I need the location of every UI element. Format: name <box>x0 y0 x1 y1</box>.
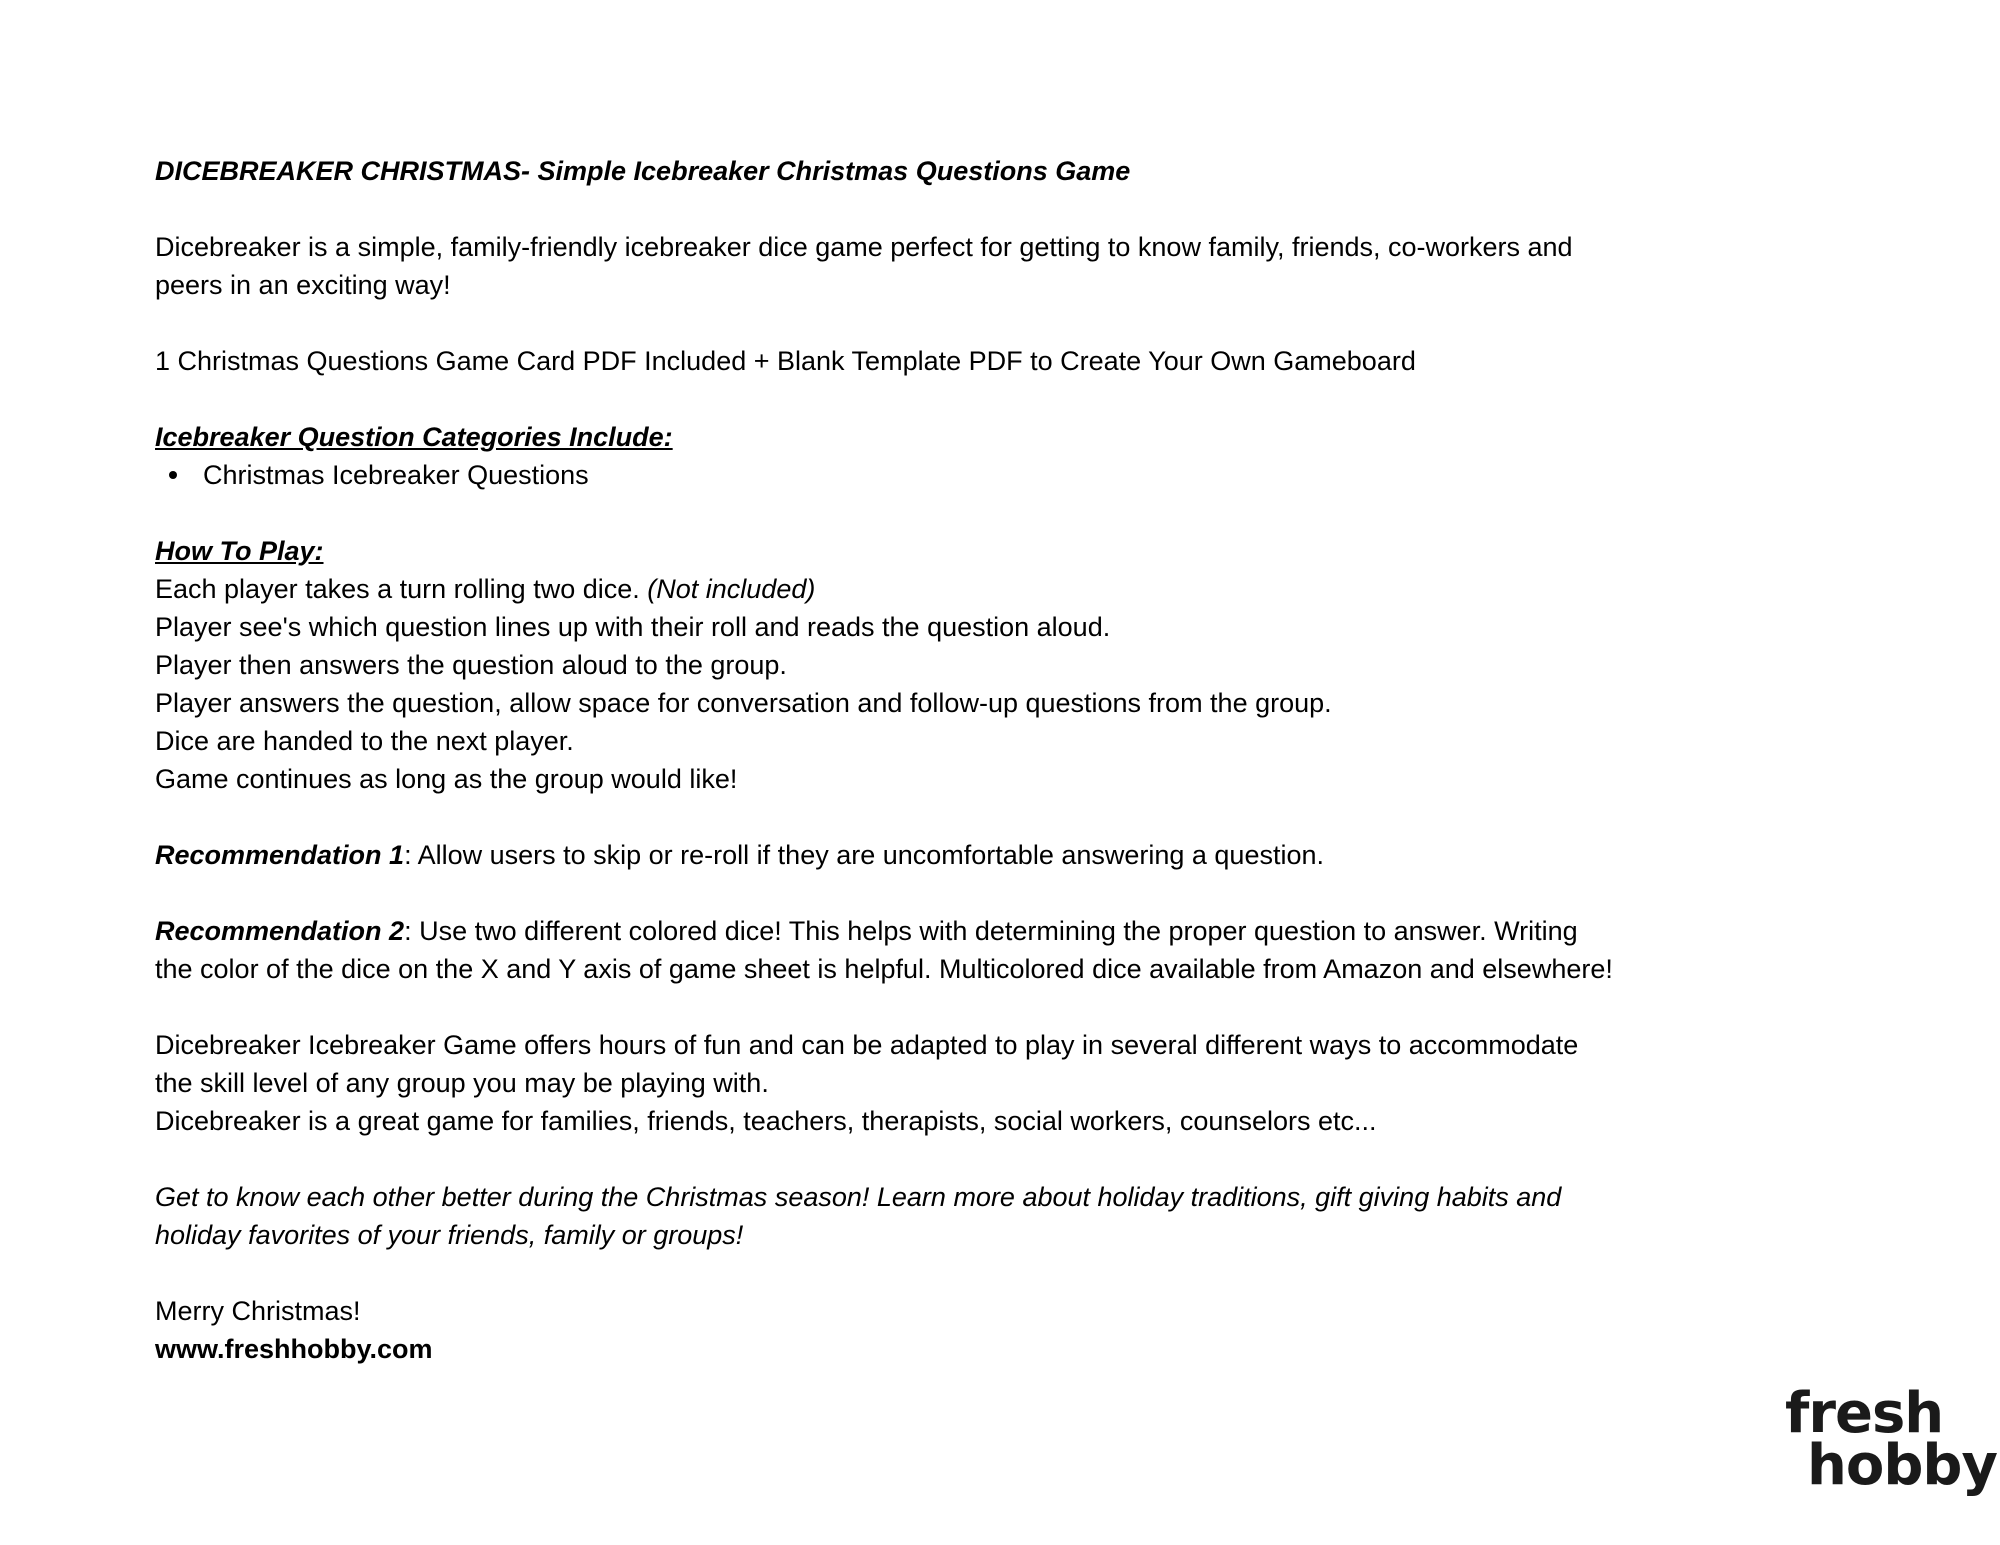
freshhobby-logo <box>1785 1381 1998 1498</box>
intro-line-1: Dicebreaker is a simple, family-friendly icebreaker dice game perfect for getting to know family, friends, co-workers and <box>155 232 1573 262</box>
list-item <box>203 456 1715 494</box>
how-to-play-step-3: Player then answers the question aloud to the group. <box>155 650 787 680</box>
recommendation-2-label: Recommendation 2 <box>155 916 405 946</box>
recommendation-1-text: : Allow users to skip or re-roll if they are uncomfortable answering a question. <box>404 840 1325 870</box>
about-line-1: Dicebreaker Icebreaker Game offers hours of fun and can be adapted to play in several different ways to accommodate <box>155 1030 1579 1060</box>
intro-line-2: peers in an exciting way! <box>155 270 451 300</box>
how-to-play-step-1 <box>155 570 1715 608</box>
step-1-note: (Not included) <box>647 574 816 604</box>
how-to-play-heading: How To Play: <box>155 536 324 566</box>
spacer <box>155 988 1715 1026</box>
step-1-text: Each player takes a turn rolling two dice. <box>155 574 640 604</box>
document-body <box>155 152 1715 1368</box>
categories-heading: Icebreaker Question Categories Include: <box>155 422 673 452</box>
bullet-icon <box>169 471 177 479</box>
recommendation-2-line-2: the color of the dice on the X and Y axis of game sheet is helpful. Multicolored dice available from Amazon and elsewhere! <box>155 954 1613 984</box>
how-to-play-step-6: Game continues as long as the group would like! <box>155 764 738 794</box>
spacer <box>155 798 1715 836</box>
spacer <box>155 380 1715 418</box>
closing-line-2: holiday favorites of your friends, family or groups! <box>155 1220 744 1250</box>
document-title: DICEBREAKER CHRISTMAS- Simple Icebreaker Christmas Questions Game <box>155 156 1131 186</box>
spacer <box>155 494 1715 532</box>
about-line-3: Dicebreaker is a great game for families, friends, teachers, therapists, social workers, counselors etc... <box>155 1106 1377 1136</box>
greeting: Merry Christmas! <box>155 1296 361 1326</box>
recommendation-2-text: : Use two different colored dice! This helps with determining the proper question to answer. Writing <box>404 916 1578 946</box>
recommendation-1 <box>155 836 1715 874</box>
recommendation-1-label: Recommendation 1 <box>155 840 405 870</box>
categories-list <box>155 456 1715 494</box>
about-line-2: the skill level of any group you may be playing with. <box>155 1068 769 1098</box>
how-to-play-step-5: Dice are handed to the next player. <box>155 726 574 756</box>
recommendation-2 <box>155 912 1715 950</box>
logo-word-fresh: fresh <box>1785 1381 1944 1446</box>
category-label: Christmas Icebreaker Questions <box>203 460 589 490</box>
spacer <box>155 1254 1715 1292</box>
included-text: 1 Christmas Questions Game Card PDF Included + Blank Template PDF to Create Your Own Gameboard <box>155 346 1416 376</box>
spacer <box>155 304 1715 342</box>
website-link[interactable]: www.freshhobby.com <box>155 1334 433 1364</box>
spacer <box>155 190 1715 228</box>
spacer <box>155 1140 1715 1178</box>
spacer <box>155 874 1715 912</box>
how-to-play-step-4: Player answers the question, allow space for conversation and follow-up questions from the group. <box>155 688 1332 718</box>
closing-line-1: Get to know each other better during the Christmas season! Learn more about holiday traditions, gift giving habits and <box>155 1182 1562 1212</box>
logo-word-hobby: hobby <box>1807 1433 1998 1498</box>
how-to-play-step-2: Player see's which question lines up with their roll and reads the question aloud. <box>155 612 1111 642</box>
